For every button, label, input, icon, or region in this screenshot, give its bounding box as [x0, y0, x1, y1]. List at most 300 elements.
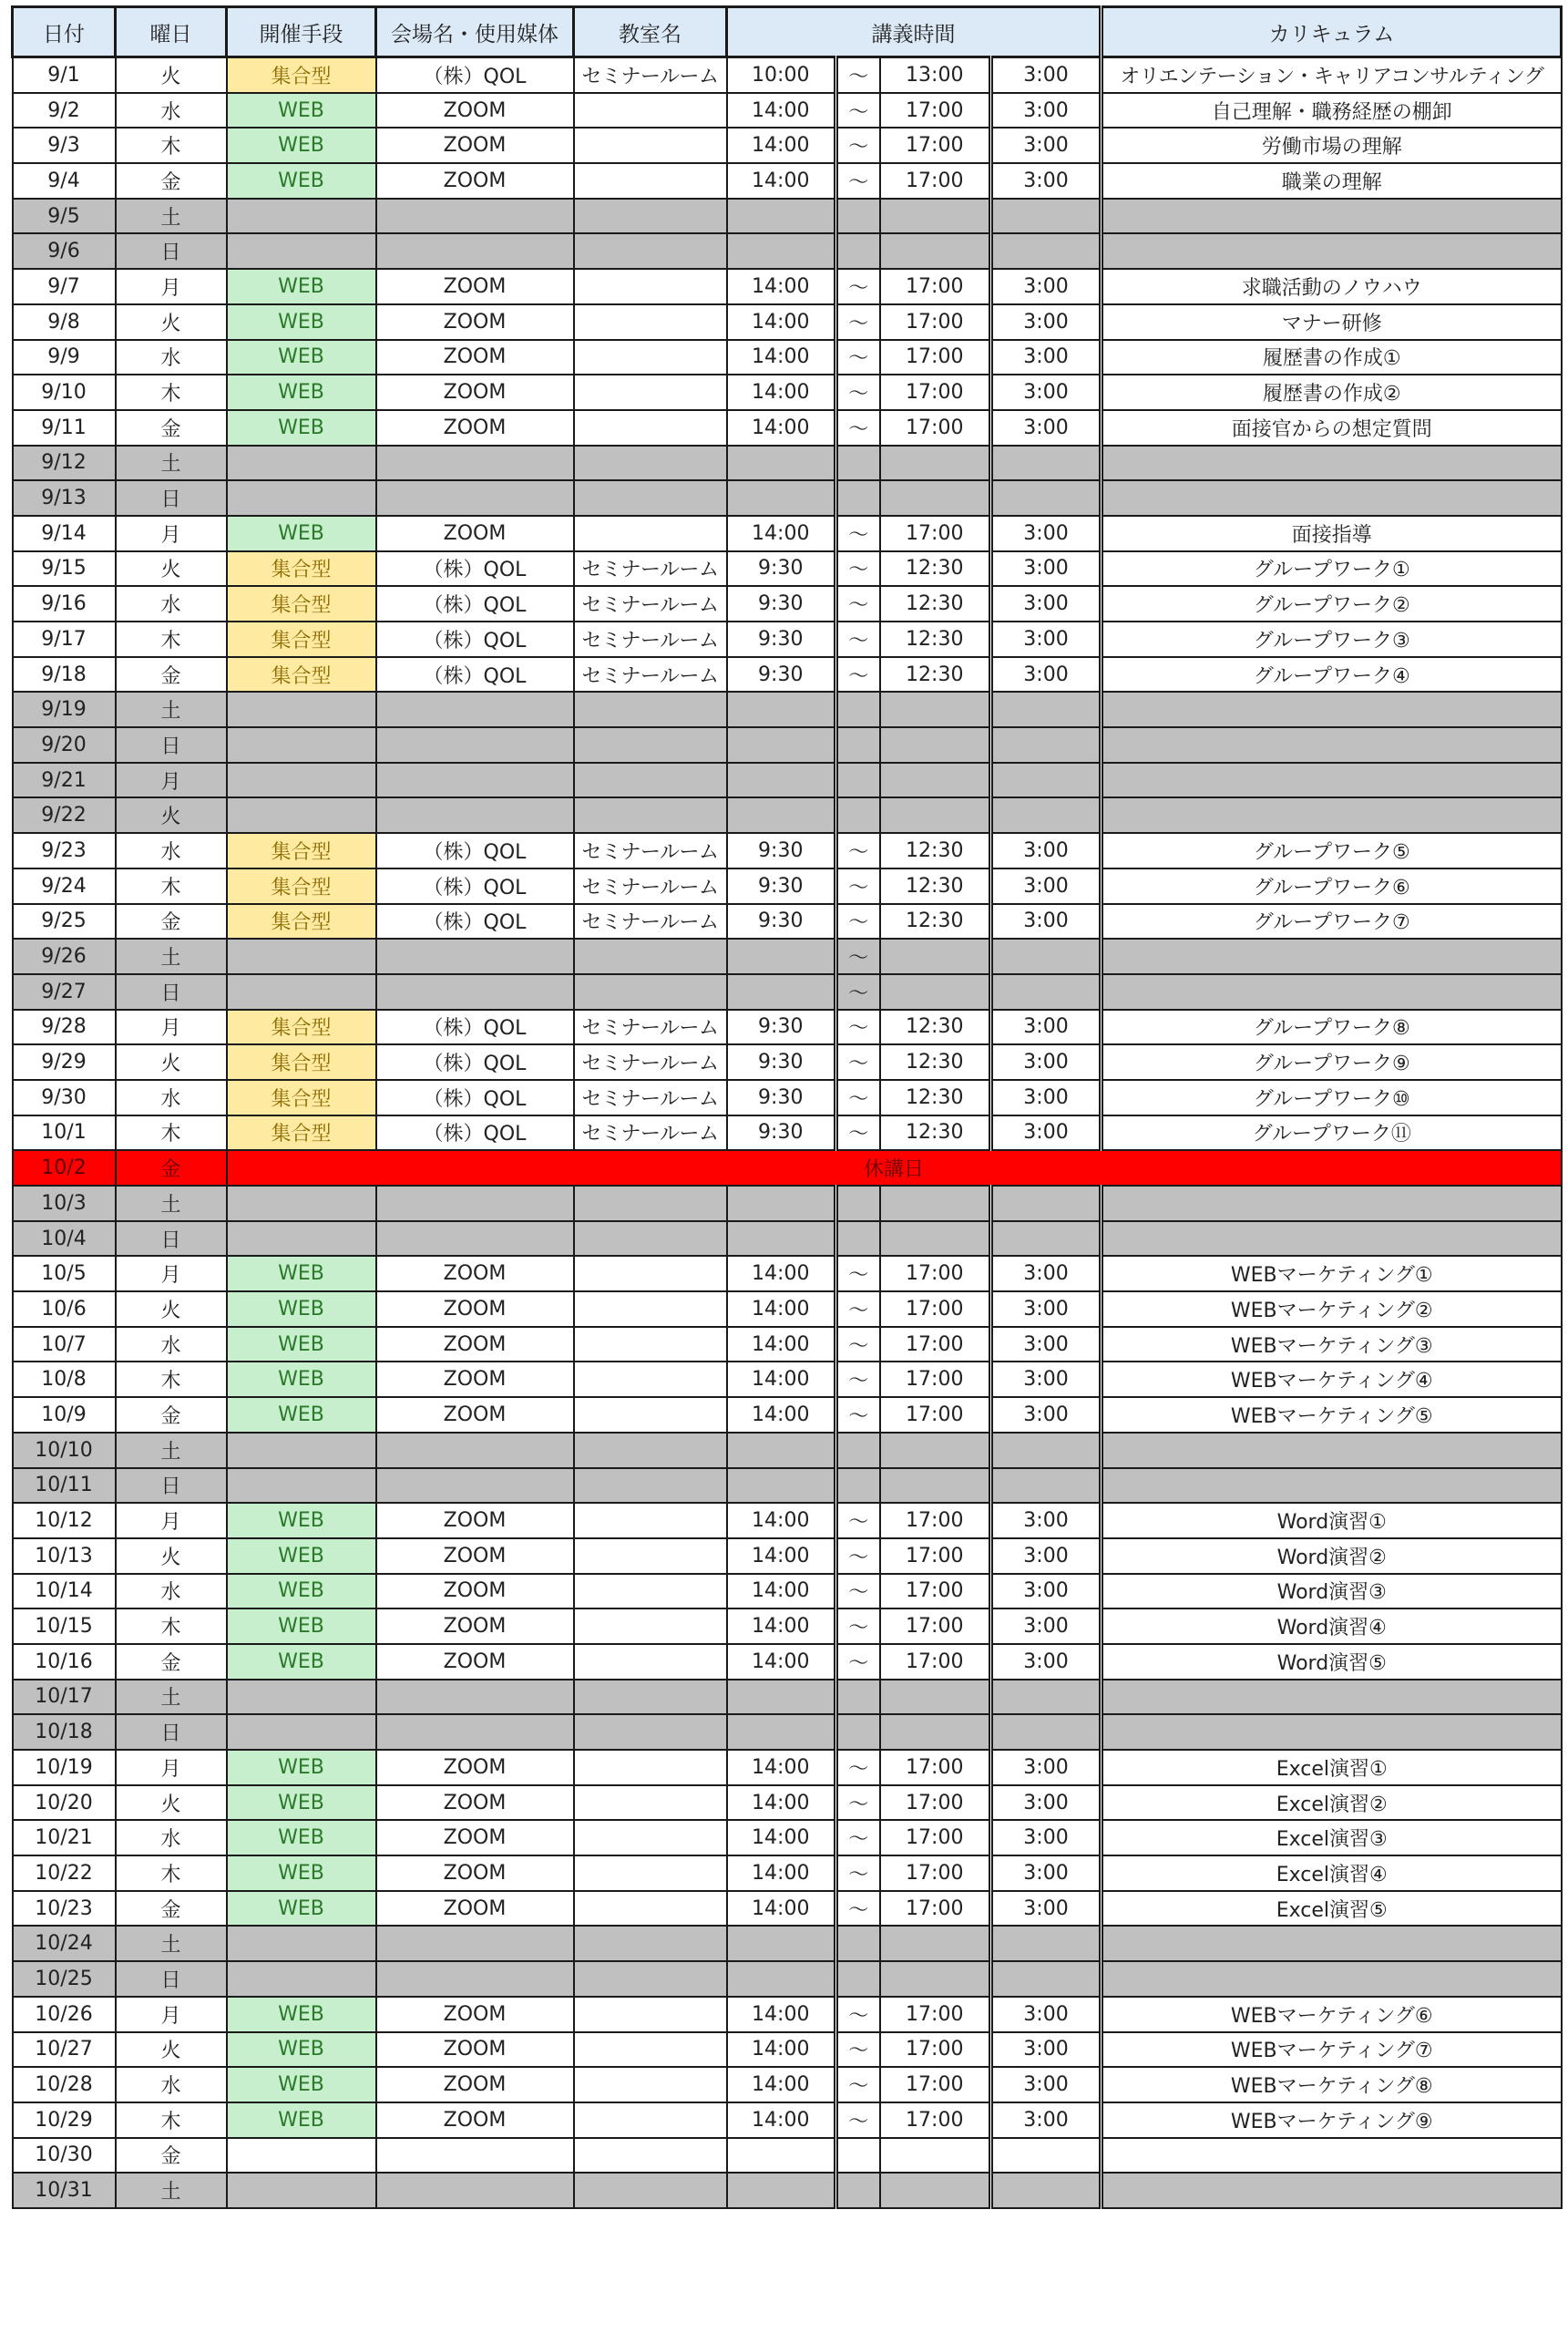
tilde-cell [836, 1433, 880, 1468]
end-time-cell: 17:00 [880, 269, 991, 304]
curriculum-cell: Word演習② [1102, 1538, 1562, 1574]
method-cell: WEB [227, 1997, 376, 2032]
tilde-cell [836, 2173, 880, 2208]
table-row [13, 375, 1562, 410]
tilde-cell: ～ [836, 904, 880, 940]
date-cell: 9/4 [13, 163, 116, 199]
tilde-cell [836, 1468, 880, 1504]
end-time-cell: 17:00 [880, 1644, 991, 1680]
method-cell [227, 1680, 376, 1715]
venue-cell: （株）QOL [376, 1044, 574, 1080]
table-row [13, 2173, 1562, 2208]
weekday-cell: 月 [116, 269, 227, 304]
tilde-cell: ～ [836, 622, 880, 657]
duration-cell: 3:00 [991, 1080, 1102, 1115]
room-cell [574, 340, 727, 375]
end-time-cell [880, 727, 991, 763]
venue-cell: ZOOM [376, 1327, 574, 1362]
tilde-cell: ～ [836, 2102, 880, 2138]
date-cell: 10/6 [13, 1291, 116, 1327]
room-cell: セミナールーム [574, 833, 727, 868]
tilde-cell: ～ [836, 1362, 880, 1397]
weekday-cell: 金 [116, 1891, 227, 1927]
curriculum-cell: 面接官からの想定質問 [1102, 410, 1562, 446]
start-time-cell [727, 199, 836, 234]
venue-cell [376, 1221, 574, 1257]
duration-cell [991, 233, 1102, 269]
end-time-cell [880, 2138, 991, 2174]
end-time-cell: 12:30 [880, 1044, 991, 1080]
table-row [13, 304, 1562, 340]
table-row [13, 657, 1562, 693]
curriculum-cell [1102, 2138, 1562, 2174]
venue-cell: ZOOM [376, 375, 574, 410]
start-time-cell: 14:00 [727, 1750, 836, 1785]
table-row [13, 1150, 1562, 1186]
date-cell: 9/29 [13, 1044, 116, 1080]
date-cell: 9/14 [13, 516, 116, 551]
venue-cell: ZOOM [376, 1538, 574, 1574]
duration-cell: 3:00 [991, 128, 1102, 163]
room-cell [574, 410, 727, 446]
method-cell [227, 480, 376, 516]
start-time-cell: 9:30 [727, 551, 836, 587]
table-row [13, 1186, 1562, 1221]
date-cell: 10/1 [13, 1115, 116, 1151]
end-time-cell: 17:00 [880, 2067, 991, 2102]
start-time-cell: 14:00 [727, 1291, 836, 1327]
duration-cell [991, 480, 1102, 516]
curriculum-cell: Excel演習⑤ [1102, 1891, 1562, 1927]
duration-cell [991, 692, 1102, 727]
curriculum-cell: WEBマーケティング④ [1102, 1362, 1562, 1397]
duration-cell [991, 2173, 1102, 2208]
venue-cell: ZOOM [376, 1291, 574, 1327]
date-cell: 9/28 [13, 1010, 116, 1045]
duration-cell: 3:00 [991, 1362, 1102, 1397]
room-cell: セミナールーム [574, 904, 727, 940]
curriculum-cell: WEBマーケティング⑤ [1102, 1397, 1562, 1433]
table-row [13, 692, 1562, 727]
tilde-cell: ～ [836, 868, 880, 904]
start-time-cell: 10:00 [727, 57, 836, 93]
weekday-cell: 火 [116, 1538, 227, 1574]
start-time-cell: 9:30 [727, 657, 836, 693]
method-cell: WEB [227, 1608, 376, 1644]
venue-cell [376, 939, 574, 974]
room-cell: セミナールーム [574, 586, 727, 622]
date-cell: 10/26 [13, 1997, 116, 2032]
date-cell: 9/5 [13, 199, 116, 234]
date-cell: 10/9 [13, 1397, 116, 1433]
tilde-cell [836, 199, 880, 234]
date-cell: 10/30 [13, 2138, 116, 2174]
venue-cell [376, 1714, 574, 1750]
room-cell [574, 446, 727, 481]
start-time-cell: 14:00 [727, 93, 836, 128]
room-cell [574, 1574, 727, 1609]
weekday-cell: 木 [116, 128, 227, 163]
start-time-cell [727, 1468, 836, 1504]
weekday-cell: 日 [116, 974, 227, 1010]
venue-cell: （株）QOL [376, 1080, 574, 1115]
table-row [13, 199, 1562, 234]
table-row [13, 1997, 1562, 2032]
table-row [13, 1714, 1562, 1750]
start-time-cell: 14:00 [727, 516, 836, 551]
weekday-cell: 火 [116, 1044, 227, 1080]
room-cell [574, 1714, 727, 1750]
date-cell: 10/19 [13, 1750, 116, 1785]
venue-cell: ZOOM [376, 2067, 574, 2102]
venue-cell: ZOOM [376, 128, 574, 163]
duration-cell: 3:00 [991, 2067, 1102, 2102]
room-cell [574, 1891, 727, 1927]
venue-cell: （株）QOL [376, 833, 574, 868]
method-cell [227, 1926, 376, 1961]
method-cell: 集合型 [227, 622, 376, 657]
method-cell: WEB [227, 1327, 376, 1362]
method-cell: WEB [227, 516, 376, 551]
tilde-cell [836, 797, 880, 833]
duration-cell: 3:00 [991, 1644, 1102, 1680]
curriculum-cell [1102, 1926, 1562, 1961]
start-time-cell: 14:00 [727, 304, 836, 340]
start-time-cell: 14:00 [727, 1644, 836, 1680]
date-cell: 10/24 [13, 1926, 116, 1961]
start-time-cell: 14:00 [727, 1397, 836, 1433]
end-time-cell: 17:00 [880, 2032, 991, 2068]
curriculum-cell [1102, 1961, 1562, 1997]
weekday-cell: 木 [116, 622, 227, 657]
method-cell: WEB [227, 304, 376, 340]
start-time-cell: 14:00 [727, 1503, 836, 1538]
method-cell: 集合型 [227, 904, 376, 940]
tilde-cell [836, 446, 880, 481]
room-cell [574, 2173, 727, 2208]
curriculum-cell [1102, 480, 1562, 516]
date-cell: 9/20 [13, 727, 116, 763]
start-time-cell [727, 1221, 836, 1257]
room-cell [574, 974, 727, 1010]
end-time-cell [880, 939, 991, 974]
method-cell [227, 797, 376, 833]
table-row [13, 1503, 1562, 1538]
tilde-cell [836, 1680, 880, 1715]
weekday-cell: 火 [116, 797, 227, 833]
tilde-cell: ～ [836, 1503, 880, 1538]
duration-cell: 3:00 [991, 1397, 1102, 1433]
curriculum-cell: WEBマーケティング① [1102, 1256, 1562, 1291]
venue-cell: ZOOM [376, 1820, 574, 1855]
tilde-cell: ～ [836, 833, 880, 868]
duration-cell: 3:00 [991, 586, 1102, 622]
venue-cell: ZOOM [376, 1574, 574, 1609]
table-row [13, 1010, 1562, 1045]
room-cell [574, 1256, 727, 1291]
duration-cell [991, 727, 1102, 763]
curriculum-cell [1102, 797, 1562, 833]
tilde-cell: ～ [836, 551, 880, 587]
venue-cell: （株）QOL [376, 868, 574, 904]
weekday-cell: 水 [116, 833, 227, 868]
weekday-cell: 日 [116, 1221, 227, 1257]
table-row [13, 1608, 1562, 1644]
curriculum-cell: WEBマーケティング⑥ [1102, 1997, 1562, 2032]
venue-cell: （株）QOL [376, 586, 574, 622]
venue-cell [376, 1926, 574, 1961]
room-cell [574, 1961, 727, 1997]
end-time-cell [880, 480, 991, 516]
method-cell: WEB [227, 1750, 376, 1785]
venue-cell: ZOOM [376, 1644, 574, 1680]
method-cell: WEB [227, 1644, 376, 1680]
table-row [13, 763, 1562, 798]
end-time-cell [880, 1961, 991, 1997]
method-cell [227, 1433, 376, 1468]
duration-cell: 3:00 [991, 410, 1102, 446]
curriculum-cell [1102, 446, 1562, 481]
end-time-cell: 17:00 [880, 410, 991, 446]
table-row [13, 974, 1562, 1010]
date-cell: 10/27 [13, 2032, 116, 2068]
method-cell [227, 199, 376, 234]
weekday-cell: 土 [116, 939, 227, 974]
duration-cell: 3:00 [991, 93, 1102, 128]
table-row [13, 1221, 1562, 1257]
duration-cell: 3:00 [991, 1750, 1102, 1785]
duration-cell: 3:00 [991, 1044, 1102, 1080]
table-row [13, 233, 1562, 269]
curriculum-cell [1102, 692, 1562, 727]
duration-cell [991, 446, 1102, 481]
method-cell: WEB [227, 163, 376, 199]
room-cell [574, 1785, 727, 1821]
room-cell [574, 1608, 727, 1644]
end-time-cell: 17:00 [880, 1820, 991, 1855]
start-time-cell [727, 1714, 836, 1750]
end-time-cell [880, 233, 991, 269]
duration-cell: 3:00 [991, 1291, 1102, 1327]
method-cell: WEB [227, 1291, 376, 1327]
room-cell [574, 1503, 727, 1538]
table-row [13, 1468, 1562, 1504]
start-time-cell: 14:00 [727, 375, 836, 410]
table-row [13, 57, 1562, 93]
weekday-cell: 月 [116, 1256, 227, 1291]
tilde-cell [836, 233, 880, 269]
table-row [13, 939, 1562, 974]
date-cell: 9/18 [13, 657, 116, 693]
tilde-cell [836, 727, 880, 763]
start-time-cell: 14:00 [727, 1820, 836, 1855]
duration-cell [991, 199, 1102, 234]
tilde-cell: ～ [836, 1044, 880, 1080]
weekday-cell: 水 [116, 586, 227, 622]
end-time-cell: 17:00 [880, 163, 991, 199]
room-cell [574, 1997, 727, 2032]
start-time-cell: 14:00 [727, 1855, 836, 1891]
room-cell [574, 692, 727, 727]
weekday-cell: 月 [116, 1750, 227, 1785]
tilde-cell [836, 2138, 880, 2174]
end-time-cell: 12:30 [880, 657, 991, 693]
weekday-cell: 金 [116, 410, 227, 446]
start-time-cell [727, 727, 836, 763]
curriculum-cell [1102, 1680, 1562, 1715]
weekday-cell: 火 [116, 304, 227, 340]
end-time-cell: 12:30 [880, 833, 991, 868]
end-time-cell: 17:00 [880, 1750, 991, 1785]
method-cell: WEB [227, 2067, 376, 2102]
method-cell [227, 727, 376, 763]
table-row [13, 1256, 1562, 1291]
weekday-cell: 土 [116, 199, 227, 234]
start-time-cell [727, 2173, 836, 2208]
curriculum-cell [1102, 1714, 1562, 1750]
end-time-cell: 17:00 [880, 516, 991, 551]
start-time-cell [727, 2138, 836, 2174]
venue-cell: （株）QOL [376, 657, 574, 693]
method-cell: 集合型 [227, 57, 376, 93]
weekday-cell: 金 [116, 2138, 227, 2174]
end-time-cell: 17:00 [880, 340, 991, 375]
date-cell: 10/13 [13, 1538, 116, 1574]
date-cell: 10/15 [13, 1608, 116, 1644]
weekday-cell: 月 [116, 1503, 227, 1538]
end-time-cell: 12:30 [880, 1115, 991, 1151]
venue-cell: ZOOM [376, 304, 574, 340]
table-row [13, 480, 1562, 516]
table-row [13, 551, 1562, 587]
start-time-cell: 14:00 [727, 1891, 836, 1927]
method-cell [227, 1714, 376, 1750]
curriculum-cell: WEBマーケティング③ [1102, 1327, 1562, 1362]
date-cell: 10/16 [13, 1644, 116, 1680]
duration-cell: 3:00 [991, 551, 1102, 587]
venue-cell: ZOOM [376, 93, 574, 128]
start-time-cell: 9:30 [727, 1080, 836, 1115]
table-row [13, 727, 1562, 763]
start-time-cell: 14:00 [727, 2032, 836, 2068]
date-cell: 9/16 [13, 586, 116, 622]
room-cell [574, 480, 727, 516]
start-time-cell [727, 233, 836, 269]
venue-cell: ZOOM [376, 1397, 574, 1433]
date-cell: 9/19 [13, 692, 116, 727]
room-cell: セミナールーム [574, 57, 727, 93]
method-cell: WEB [227, 1397, 376, 1433]
curriculum-cell: グループワーク② [1102, 586, 1562, 622]
duration-cell: 3:00 [991, 1538, 1102, 1574]
table-row [13, 1926, 1562, 1961]
table-row [13, 1855, 1562, 1891]
end-time-cell [880, 1221, 991, 1257]
weekday-cell: 水 [116, 93, 227, 128]
method-cell: WEB [227, 1362, 376, 1397]
end-time-cell [880, 446, 991, 481]
table-row [13, 1080, 1562, 1115]
weekday-cell: 水 [116, 1820, 227, 1855]
weekday-cell: 水 [116, 340, 227, 375]
curriculum-cell: マナー研修 [1102, 304, 1562, 340]
weekday-cell: 月 [116, 1010, 227, 1045]
tilde-cell: ～ [836, 128, 880, 163]
method-cell [227, 1468, 376, 1504]
duration-cell: 3:00 [991, 1503, 1102, 1538]
end-time-cell: 12:30 [880, 622, 991, 657]
tilde-cell: ～ [836, 269, 880, 304]
venue-cell: （株）QOL [376, 551, 574, 587]
table-row [13, 1750, 1562, 1785]
date-cell: 9/17 [13, 622, 116, 657]
end-time-cell: 17:00 [880, 1538, 991, 1574]
start-time-cell: 14:00 [727, 1997, 836, 2032]
weekday-cell: 金 [116, 904, 227, 940]
start-time-cell [727, 1433, 836, 1468]
end-time-cell: 17:00 [880, 1503, 991, 1538]
venue-cell: ZOOM [376, 1891, 574, 1927]
venue-cell [376, 480, 574, 516]
method-cell [227, 446, 376, 481]
table-row [13, 622, 1562, 657]
room-cell [574, 1680, 727, 1715]
duration-cell: 3:00 [991, 833, 1102, 868]
end-time-cell: 17:00 [880, 1855, 991, 1891]
venue-cell: ZOOM [376, 1608, 574, 1644]
curriculum-cell: Word演習① [1102, 1503, 1562, 1538]
curriculum-cell: 労働市場の理解 [1102, 128, 1562, 163]
venue-cell [376, 692, 574, 727]
method-cell: WEB [227, 1538, 376, 1574]
method-cell [227, 763, 376, 798]
header-time: 講義時間 [727, 7, 1102, 57]
header-room: 教室名 [574, 7, 727, 57]
room-cell [574, 1327, 727, 1362]
weekday-cell: 土 [116, 1680, 227, 1715]
date-cell: 10/10 [13, 1433, 116, 1468]
duration-cell: 3:00 [991, 516, 1102, 551]
duration-cell [991, 1926, 1102, 1961]
duration-cell: 3:00 [991, 163, 1102, 199]
method-cell: WEB [227, 128, 376, 163]
end-time-cell: 17:00 [880, 1785, 991, 1821]
duration-cell: 3:00 [991, 1820, 1102, 1855]
tilde-cell: ～ [836, 1644, 880, 1680]
end-time-cell [880, 1433, 991, 1468]
tilde-cell: ～ [836, 1608, 880, 1644]
table-row [13, 1327, 1562, 1362]
curriculum-cell: WEBマーケティング② [1102, 1291, 1562, 1327]
weekday-cell: 木 [116, 1362, 227, 1397]
curriculum-cell: グループワーク⑩ [1102, 1080, 1562, 1115]
table-row [13, 1574, 1562, 1609]
room-cell [574, 763, 727, 798]
curriculum-cell [1102, 1221, 1562, 1257]
curriculum-cell: Word演習③ [1102, 1574, 1562, 1609]
end-time-cell: 17:00 [880, 1891, 991, 1927]
duration-cell: 3:00 [991, 904, 1102, 940]
start-time-cell: 14:00 [727, 1256, 836, 1291]
venue-cell: ZOOM [376, 1256, 574, 1291]
curriculum-cell: 面接指導 [1102, 516, 1562, 551]
venue-cell [376, 974, 574, 1010]
venue-cell: ZOOM [376, 2102, 574, 2138]
duration-cell [991, 1221, 1102, 1257]
table-row [13, 93, 1562, 128]
tilde-cell: ～ [836, 2067, 880, 2102]
tilde-cell: ～ [836, 1891, 880, 1927]
